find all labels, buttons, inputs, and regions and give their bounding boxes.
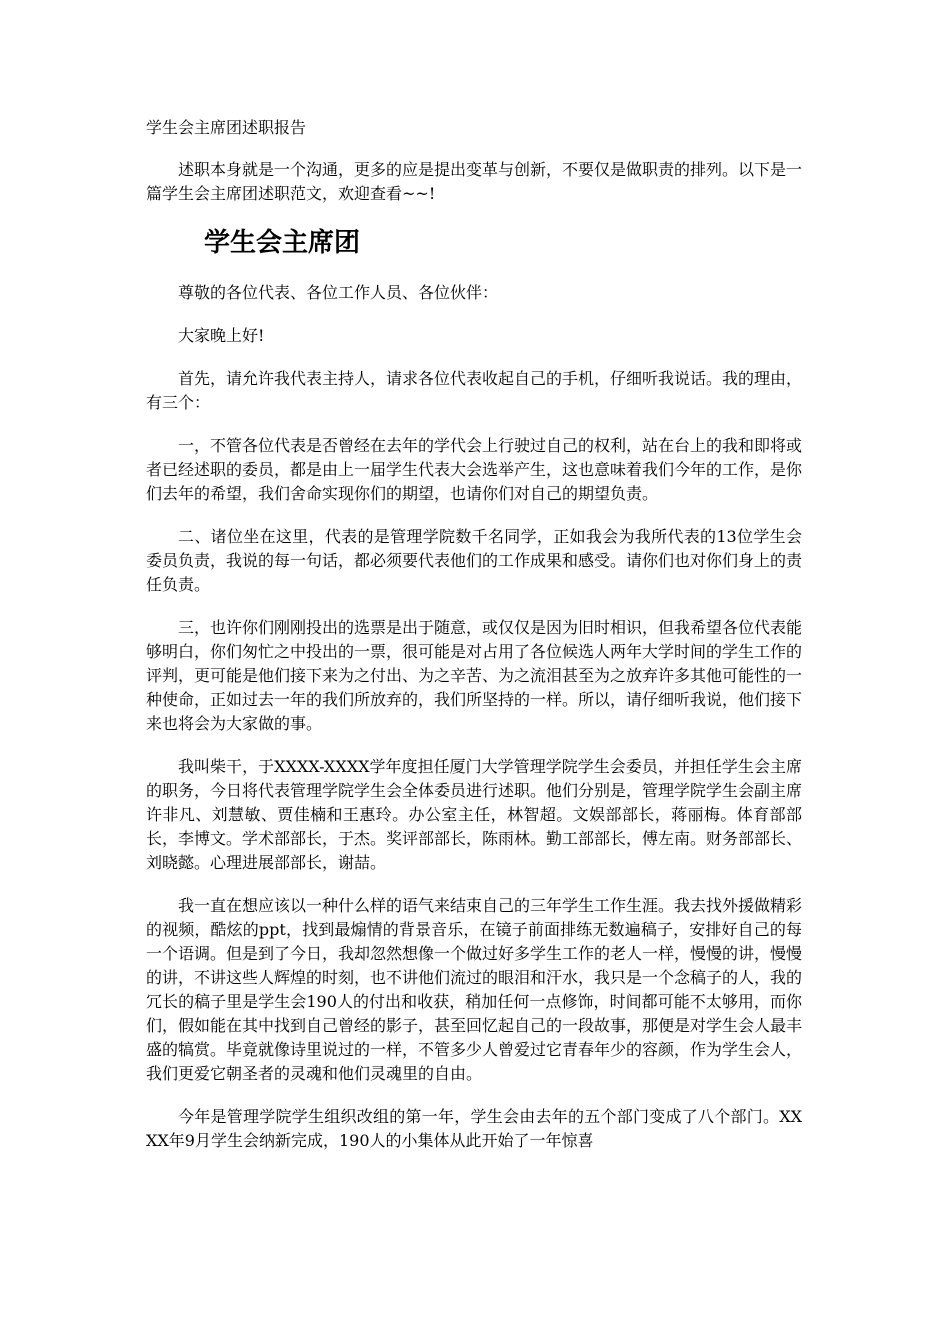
paragraph-year-summary: 今年是管理学院学生组织改组的第一年，学生会由去年的五个部门变成了八个部门。XXXX年9月学生会纳新完成，190人的小集体从此开始了一年惊喜	[146, 1107, 802, 1150]
paragraph-greeting-formal: 尊敬的各位代表、各位工作人员、各位伙伴：	[178, 283, 499, 302]
paragraph-greeting: 大家晚上好!	[178, 326, 265, 345]
paragraph-reflection: 我一直在想应该以一种什么样的语气来结束自己的三年学生工作生涯。我去找外援做精彩的视频，酷炫的ppt，找到最煽情的背景音乐，在镜子前面排练无数遍稿子，安排好自己的每一个语调。但是到了今日，我却忽然想像一个做过好多学生工作的老人一样，慢慢的讲，慢慢的讲，不讲这些人辉煌的时刻，也不讲他们流过的眼泪和汗水，我只是一个念稿子的人，我的冗长的稿子里是学生会190人的付出和收获，稍加任何一点修饰，时间都可能不太够用，而你们，假如能在其中找到自己曾经的影子，甚至回忆起自己的一段故事，那便是对学生会人最丰盛的犒赏。毕竟就像诗里说过的一样，不管多少人曾爱过它青春年少的容颜，作为学生会人，我们更爱它朝圣者的灵魂和他们灵魂里的自由。	[146, 896, 803, 1083]
document-title: 学生会主席团述职报告	[146, 118, 307, 137]
document-page	[146, 116, 802, 1172]
paragraph-introduction: 我叫柴干，于XXXX-XXXX学年度担任厦门大学管理学院学生会委员，并担任学生会主席的职务，今日将代表管理学院学生会全体委员进行述职。他们分别是，管理学院学生会副主席许非凡、刘慧敏、贾佳楠和王惠玲。办公室主任，林智超。文娱部部长，蒋丽梅。体育部部长，李博文。学术部部长，于杰。奖评部部长，陈雨林。勤工部部长，傅左南。财务部部长、刘晓懿。心理进展部部长，谢喆。	[146, 757, 803, 872]
paragraph-reason-three: 三，也许你们刚刚投出的选票是出于随意，或仅仅是因为旧时相识，但我希望各位代表能够明白，你们匆忙之中投出的一票，很可能是对占用了各位候选人两年大学时间的学生工作的评判，更可能是他们接下来为之付出、为之辛苦、为之流泪甚至为之放弃许多其他可能性的一种使命，正如过去一年的我们所放弃的，我们所坚持的一样。所以，请仔细听我说，他们接下来也将会为大家做的事。	[146, 618, 803, 733]
intro-paragraph: 述职本身就是一个沟通，更多的应是提出变革与创新，不要仅是做职责的排列。以下是一篇学生会主席团述职范文，欢迎查看~~!	[146, 160, 803, 203]
paragraph-reason-one: 一，不管各位代表是否曾经在去年的学代会上行驶过自己的权利，站在台上的我和即将或者已经述职的委员，都是由上一届学生代表大会选举产生，这也意味着我们今年的工作，是你们去年的希望，我们舍命实现你们的期望，也请你们对自己的期望负责。	[146, 436, 803, 503]
paragraph-reason-two: 二、诸位坐在这里，代表的是管理学院数千名同学，正如我会为我所代表的13位学生会委员负责，我说的每一句话，都必须要代表他们的工作成果和感受。请你们也对你们身上的责任负责。	[146, 527, 803, 594]
section-heading: 学生会主席团	[204, 228, 361, 258]
paragraph-request: 首先，请允许我代表主持人，请求各位代表收起自己的手机，仔细听我说话。我的理由，有三个：	[146, 369, 803, 412]
